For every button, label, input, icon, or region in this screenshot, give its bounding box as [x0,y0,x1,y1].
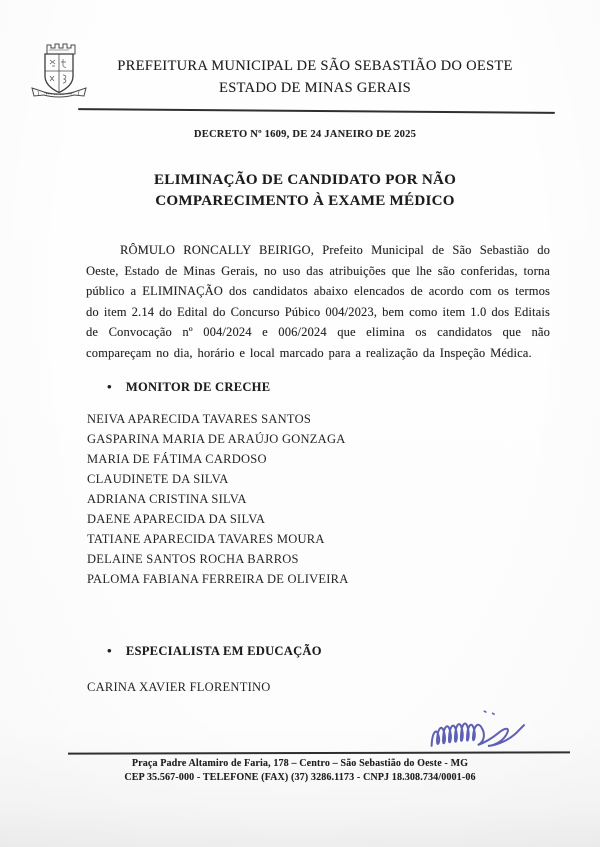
letterhead [95,55,535,99]
list-item: TATIANE APARECIDA TAVARES MOURA [87,532,325,546]
list-item: CLAUDINETE DA SILVA [87,472,229,486]
list-item: ADRIANA CRISTINA SILVA [87,492,247,506]
header-divider [78,108,555,114]
document-title [70,170,540,212]
footer-divider [68,751,570,754]
list-item: MARIA DE FÁTIMA CARDOSO [87,452,267,466]
bullet-icon: • [107,643,112,658]
handwritten-signature-icon [423,699,532,758]
section-heading-label: MONITOR DE CRECHE [125,380,271,394]
footer-contact-line: CEP 35.567-000 - TELEFONE (FAX) (37) 3286.1173 - CNPJ 18.308.734/0001-06 [124,771,476,783]
candidate-list-especialista [87,677,271,697]
section-heading-especialista-em-educacao [107,643,322,659]
list-item: PALOMA FABIANA FERREIRA DE OLIVEIRA [87,572,349,586]
document-title-line1: ELIMINAÇÃO DE CANDIDATO POR NÃO [153,172,457,188]
letterhead-line2: ESTADO DE MINAS GERAIS [219,80,411,96]
list-item: NEIVA APARECIDA TAVARES SANTOS [87,412,312,426]
footer-address-block [60,757,540,784]
decree-body-paragraph: RÔMULO RONCALLY BEIRIGO, Prefeito Municipal de São Sebastião do Oeste, Estado de Minas Gerais, no uso das atribuições que lhe são conferidas, torna público a ELIMINAÇÃO dos candidatos abaixo elencados de acordo com os termos do item 2.14 do Edital do Concurso Púbico 004/2023, bem como item 1.0 dos Editais de Convocação nº 004/2024 e 006/2024 que elimina os candidatos que não compareçam no dia, horário e local marcado para a realização da Inspeção Médica. [86,243,550,360]
list-item: CARINA XAVIER FLORENTINO [87,680,271,694]
document-title-line2: COMPARECIMENTO À EXAME MÉDICO [155,193,455,209]
list-item: GASPARINA MARIA DE ARAÚJO GONZAGA [87,432,346,446]
decree-number-line: DECRETO Nº 1609, DE 24 JANEIRO DE 2025 [193,129,417,140]
footer-address-line: Praça Padre Altamiro de Faria, 178 – Centro – São Sebastião do Oeste - MG [131,758,469,769]
municipal-coat-of-arms-icon [30,41,88,107]
bullet-icon: • [107,379,112,394]
list-item: DAENE APARECIDA DA SILVA [87,512,266,526]
section-heading-monitor-de-creche [107,379,270,395]
section-heading-label: ESPECIALISTA EM EDUCAÇÃO [125,644,322,658]
candidate-list-monitor-de-creche [87,409,349,589]
letterhead-line1: PREFEITURA MUNICIPAL DE SÃO SEBASTIÃO DO OESTE [117,58,513,74]
list-item: DELAINE SANTOS ROCHA BARROS [87,552,299,566]
